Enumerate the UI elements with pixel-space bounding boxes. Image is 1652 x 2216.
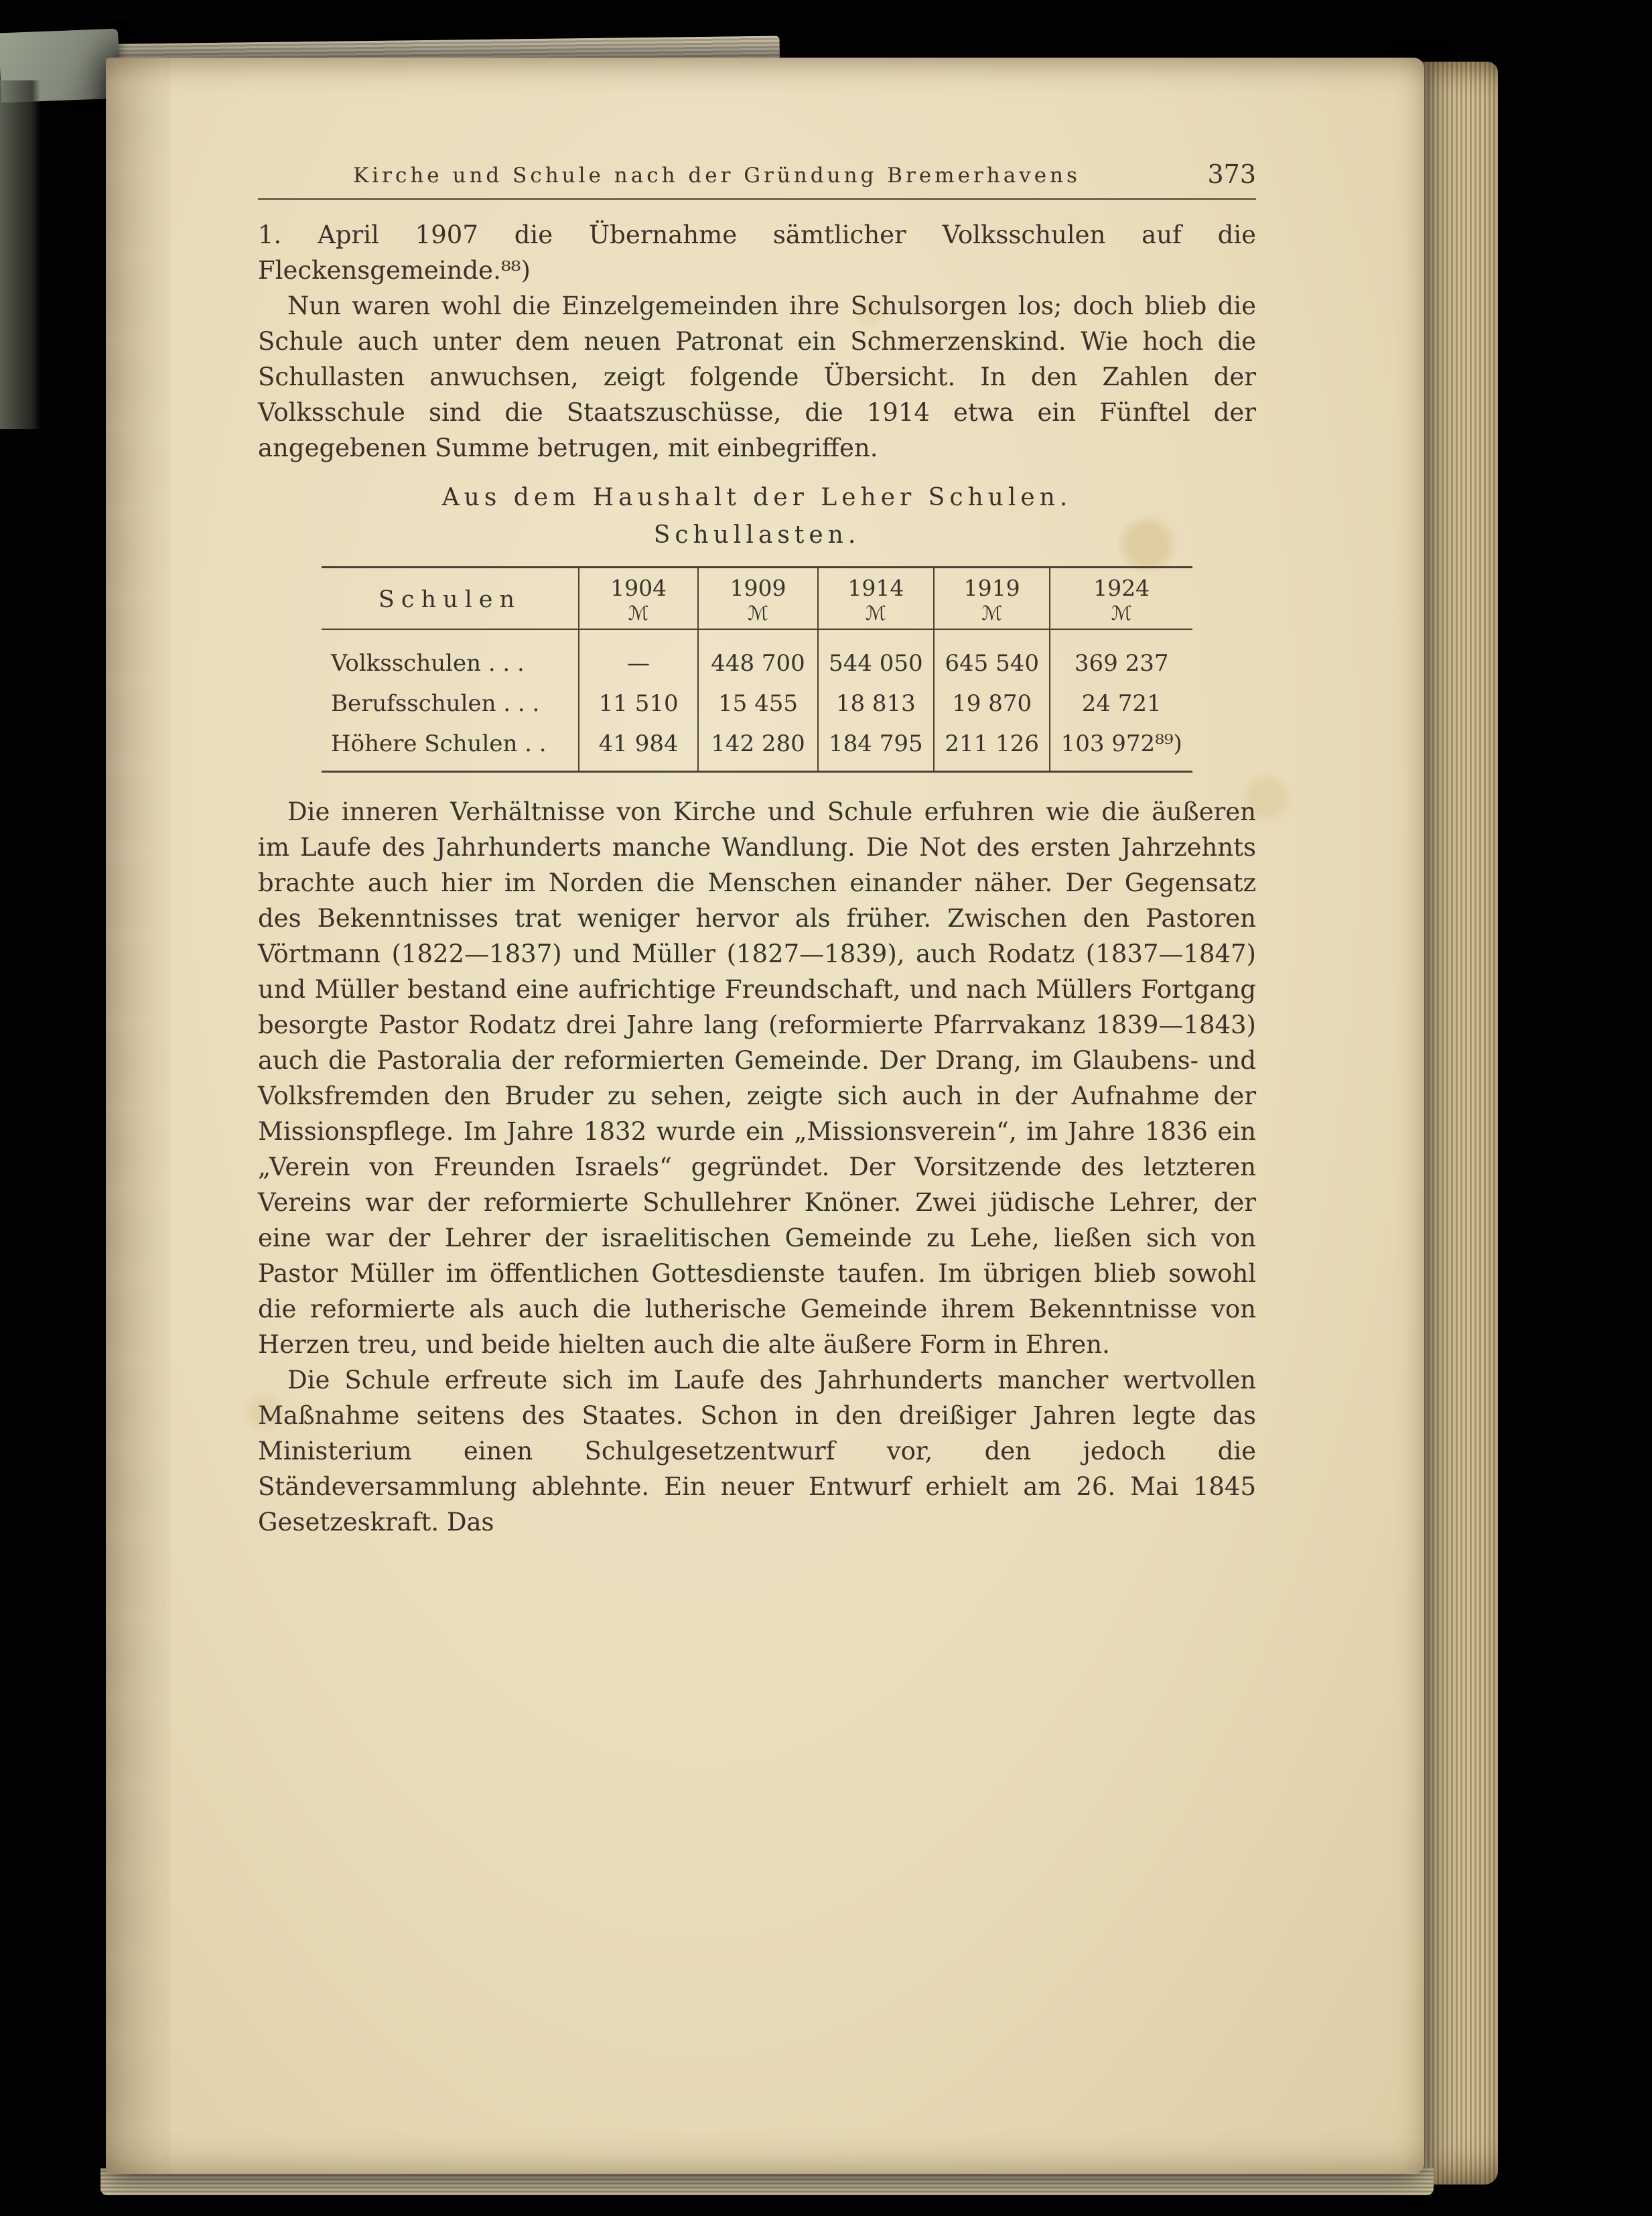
cell-value: 19 870 (934, 683, 1050, 724)
cell-value: 184 795 (818, 724, 934, 772)
currency-symbol: ℳ (747, 602, 768, 625)
page-number: 373 (1207, 159, 1256, 189)
table-row (322, 683, 1192, 724)
column-header-year (934, 568, 1050, 630)
column-header-year (579, 568, 698, 630)
year-label: 1924 (1093, 575, 1150, 601)
table-caption-line1: Aus dem Haushalt der Leher Schulen. (441, 484, 1073, 511)
paragraph: 1. April 1907 die Übernahme sämtlicher Volksschulen auf die Fleckensgemeinde.⁸⁸) (258, 220, 1256, 285)
schullasten-table (322, 566, 1192, 773)
row-label: Berufsschulen . . . (331, 690, 540, 717)
cell-value: 103 972⁸⁹) (1050, 724, 1192, 772)
book-page (106, 58, 1424, 2174)
cell-value: — (579, 629, 698, 683)
body-text (258, 217, 1256, 466)
cell-value: 544 050 (818, 629, 934, 683)
currency-symbol: ℳ (628, 602, 649, 625)
column-header-year (818, 568, 934, 630)
paragraph: Die inneren Verhältnisse von Kirche und Schule erfuhren wie die äußeren im Laufe des Jahrhunderts manche Wandlung. Die Not des ersten Jahrzehnts brachte auch hier im Norden die Menschen einander näher. Der Gegensatz des Bekenntnisses trat weniger hervor als früher. Zwischen den Pastoren Vörtmann (1822—1837) und Müller (1827—1839), auch Rodatz (1837—1847) und Müller bestand eine aufrichtige Freundschaft, und nach Müllers Fortgang besorgte Pastor Rodatz drei Jahre lang (reformierte Pfarrvakanz 1839—1843) auch die Pastoralia der reformierten Gemeinde. Der Drang, im Glaubens- und Volksfremden den Bruder zu sehen, zeigte sich auch in der Aufnahme der Missionspflege. Im Jahre 1832 wurde ein „Missionsverein“, im Jahre 1836 ein „Verein von Freunden Israels“ gegründet. Der Vorsitzende des letzteren Vereins war der reformierte Schullehrer Knöner. Zwei jüdische Lehrer, der eine war der Lehrer der israelitischen Gemeinde zu Lehe, ließen sich von Pastor Müller im öffentlichen Gottesdienste taufen. Im übrigen blieb sowohl die reformierte als auch die lutherische Gemeinde ihrem Bekenntnisse von Herzen treu, und beide hielten auch die alte äußere Form in Ehren. (258, 797, 1256, 1359)
column-header-schulen: Schulen (322, 568, 579, 630)
currency-symbol: ℳ (981, 602, 1003, 625)
row-label: Höhere Schulen . . (331, 730, 547, 757)
cell-value: 142 280 (698, 724, 817, 772)
table-header-row (322, 568, 1192, 630)
row-label: Volksschulen . . . (331, 650, 525, 677)
year-label: 1904 (610, 575, 667, 601)
body-text (258, 794, 1256, 1540)
year-label: 1909 (730, 575, 786, 601)
paragraph: Nun waren wohl die Einzelgemeinden ihre Schulsorgen los; doch blieb die Schule auch unter dem neuen Patronat ein Schmerzenskind. Wie hoch die Schullasten anwuchsen, zeigt folgende Übersicht. In den Zahlen der Volksschule sind die Staatszuschüsse, die 1914 etwa ein Fünftel der angegebenen Summe betrugen, mit einbegriffen. (258, 291, 1256, 462)
column-header-year (1050, 568, 1192, 630)
paragraph: Die Schule erfreute sich im Laufe des Jahrhunderts mancher wertvollen Maßnahme seitens des Staates. Schon in den dreißiger Jahren legte das Ministerium einen Schulgesetzentwurf vor, den jedoch die Ständeversammlung ablehnte. Ein neuer Entwurf erhielt am 26. Mai 1845 Gesetzeskraft. Das (258, 1366, 1256, 1537)
table-caption-line2: Schullasten. (653, 521, 861, 549)
year-label: 1914 (847, 575, 904, 601)
table-row (322, 629, 1192, 683)
page-content (258, 159, 1256, 1540)
cell-value: 24 721 (1050, 683, 1192, 724)
year-label: 1919 (963, 575, 1020, 601)
currency-symbol: ℳ (1111, 602, 1132, 625)
cell-value: 18 813 (818, 683, 934, 724)
cell-value: 369 237 (1050, 629, 1192, 683)
cell-value: 11 510 (579, 683, 698, 724)
running-head (258, 159, 1256, 189)
cell-value: 211 126 (934, 724, 1050, 772)
running-head-rule (258, 198, 1256, 200)
running-head-title: Kirche und Schule nach der Gründung Bremerhavens (353, 164, 1081, 188)
cell-value: 41 984 (579, 724, 698, 772)
currency-symbol: ℳ (865, 602, 886, 625)
cell-value: 448 700 (698, 629, 817, 683)
cell-value: 645 540 (934, 629, 1050, 683)
cell-value: 15 455 (698, 683, 817, 724)
column-header-year (698, 568, 817, 630)
book-cover-side (0, 80, 40, 429)
table-row (322, 724, 1192, 772)
